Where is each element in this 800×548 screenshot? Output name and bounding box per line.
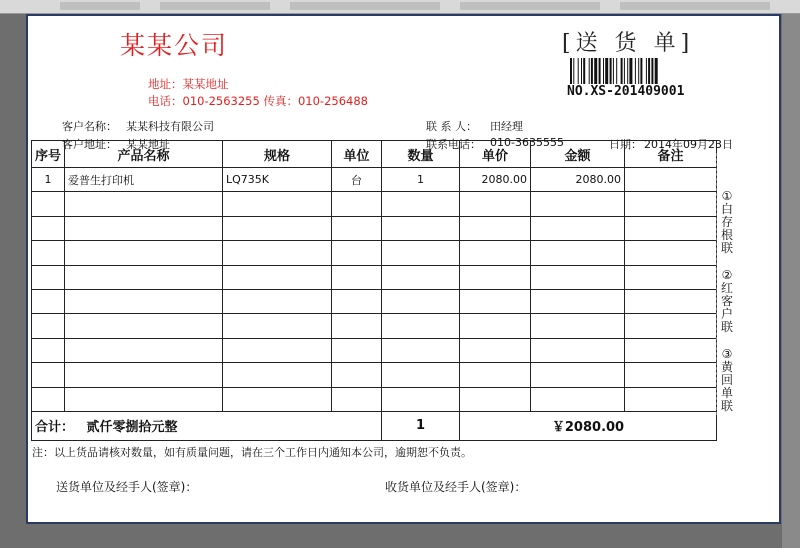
header-spec: 规格 <box>223 141 332 168</box>
contact-value: 田经理 <box>490 120 523 133</box>
total-amount: ￥2080.00 <box>460 411 717 440</box>
top-toolbar <box>0 0 800 14</box>
header-price: 单价 <box>460 141 531 168</box>
barcode <box>570 58 710 84</box>
cell-qty: 1 <box>382 168 460 192</box>
document-number: NO.XS-201409001 <box>567 84 685 99</box>
phone-value: 010-3635555 <box>490 136 564 149</box>
table-row <box>32 314 717 338</box>
cell-remark <box>625 168 717 192</box>
table-row <box>32 168 717 192</box>
document-title: [送 货 单] <box>562 31 695 56</box>
header-index: 序号 <box>32 141 65 168</box>
contact-label: 联 系 人： <box>426 120 477 133</box>
customer-address-label: 客户地址： <box>62 138 117 151</box>
receiver-signature: 收货单位及经手人(签章)： <box>385 480 527 494</box>
date-value: 2014年09月23日 <box>644 138 733 151</box>
table-row <box>32 241 717 265</box>
cell-index: 1 <box>32 168 65 192</box>
side-label-yellow: ③黄回单联 <box>720 347 733 413</box>
sender-signature: 送货单位及经手人(签章)： <box>56 480 198 494</box>
table-row <box>32 192 717 216</box>
cell-spec: LQ735K <box>223 168 332 192</box>
side-rail <box>716 153 717 415</box>
header-qty: 数量 <box>382 141 460 168</box>
header-remark: 备注 <box>625 141 717 168</box>
table-row <box>32 387 717 411</box>
date-label: 日期： <box>609 138 642 151</box>
company-phone-fax: 电话：010-2563255 传真：010-256488 <box>148 94 368 108</box>
footer-note: 注：以上货品请核对数量，如有质量问题，请在三个工作日内通知本公司，逾期恕不负责。 <box>32 446 472 459</box>
header-amount: 金额 <box>531 141 625 168</box>
scroll-area[interactable] <box>782 14 800 548</box>
table-row <box>32 338 717 362</box>
phone-label: 联系电话： <box>426 138 481 151</box>
total-words: 贰仟零捌拾元整 <box>86 420 178 436</box>
customer-address-value: 某某地址 <box>126 138 170 151</box>
cell-unit: 台 <box>332 168 382 192</box>
cell-amount: 2080.00 <box>531 168 625 192</box>
total-row <box>32 411 717 440</box>
cell-product: 爱普生打印机 <box>65 168 223 192</box>
company-address: 地址：某某地址 <box>148 77 229 91</box>
customer-name-label: 客户名称： <box>62 120 117 133</box>
company-name: 某某公司 <box>120 31 229 60</box>
cell-price: 2080.00 <box>460 168 531 192</box>
header-unit: 单位 <box>332 141 382 168</box>
header-product: 产品名称 <box>65 141 223 168</box>
table-row <box>32 363 717 387</box>
side-label-white: ①白存根联 <box>720 189 733 255</box>
table-row <box>32 289 717 313</box>
side-label-red: ②红客户联 <box>720 268 733 334</box>
total-label: 合计： <box>35 420 75 436</box>
table-row <box>32 265 717 289</box>
customer-name-value: 某某科技有限公司 <box>126 120 214 133</box>
total-qty: 1 <box>382 411 460 440</box>
table-row <box>32 216 717 240</box>
table-header-row <box>32 141 717 168</box>
items-table <box>31 140 717 441</box>
